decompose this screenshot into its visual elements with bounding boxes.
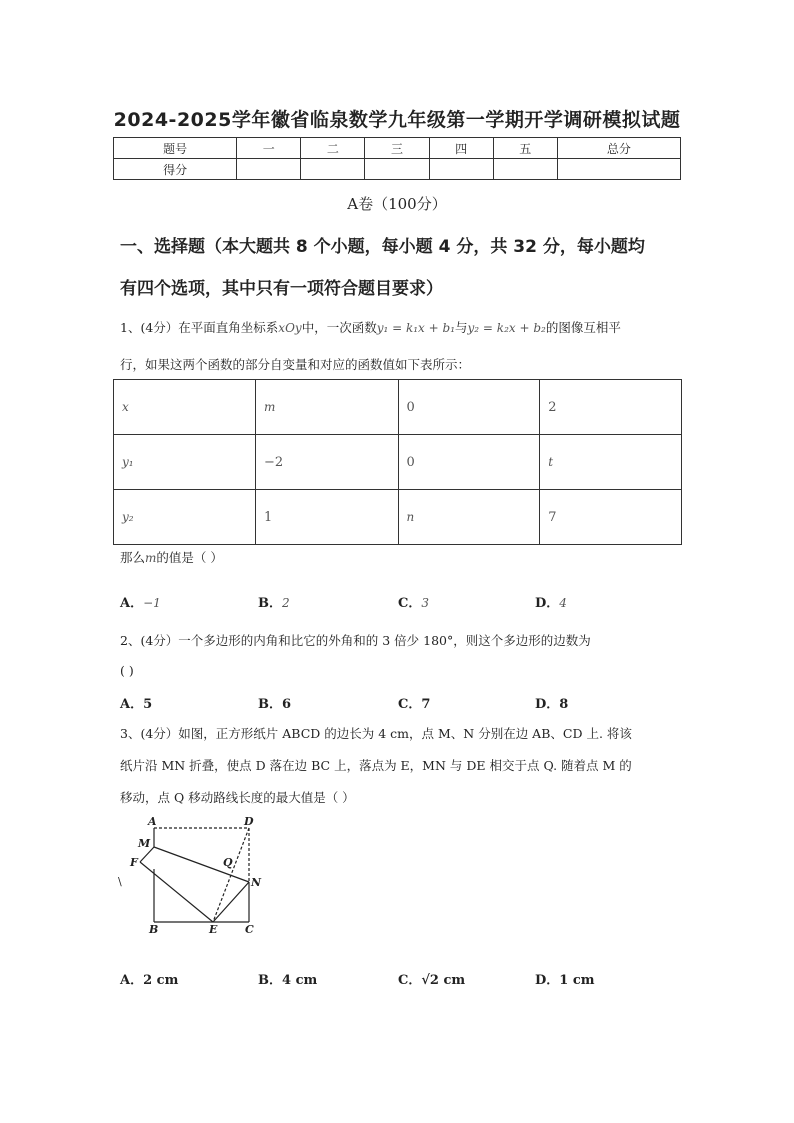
option-value: √2 cm xyxy=(421,973,466,988)
label-d: D xyxy=(244,815,254,828)
option-value: 8 xyxy=(559,697,569,712)
score-cell xyxy=(429,159,493,180)
option-value: 4 xyxy=(559,596,567,610)
score-cell xyxy=(365,159,429,180)
q3-line1: 3、(4分）如图，正方形纸片 ABCD 的边长为 4 cm，点 M、N 分别在边 AB、CD 上. 将该 xyxy=(120,726,632,741)
table-cell: 1 xyxy=(255,490,398,545)
score-cell xyxy=(237,159,301,180)
option-value: −1 xyxy=(143,596,161,610)
table-row xyxy=(114,490,682,545)
q1-value-table xyxy=(113,379,682,545)
score-header-cell: 题号 xyxy=(114,138,237,159)
section1-heading-line2: 有四个选项，其中只有一项符合题目要求） xyxy=(120,279,443,299)
score-header-cell: 五 xyxy=(493,138,557,159)
option-value: 1 cm xyxy=(559,973,595,988)
q1-math-y2: y₂ = k₂x + b₂ xyxy=(467,321,546,335)
q3-figure xyxy=(118,814,268,939)
section-a-title: A卷（100分） xyxy=(347,195,447,213)
option-label: B． xyxy=(258,973,282,988)
score-cell xyxy=(493,159,557,180)
q1-math-y1: y₁ = k₁x + b₁ xyxy=(376,321,456,335)
q3-option-d[interactable] xyxy=(535,969,595,988)
section1-heading-line1: 一、选择题（本大题共 8 个小题，每小题 4 分，共 32 分，每小题均 xyxy=(120,237,645,257)
exam-title: 2024-2025学年徽省临泉数学九年级第一学期开学调研模拟试题 xyxy=(113,109,681,131)
table-cell: t xyxy=(540,435,682,490)
q3-line2: 纸片沿 MN 折叠，使点 D 落在边 BC 上，落点为 E，MN 与 DE 相交于点 Q. 随着点 M 的 xyxy=(120,758,632,773)
q2-option-a[interactable] xyxy=(120,693,152,712)
table-cell: n xyxy=(398,490,540,545)
score-table xyxy=(113,137,681,180)
score-row-label: 得分 xyxy=(114,159,237,180)
table-cell: 0 xyxy=(398,380,540,435)
option-value: 7 xyxy=(421,697,431,712)
label-q: Q xyxy=(223,856,233,869)
q1-math-xoy: xOy xyxy=(278,321,302,335)
table-cell: −2 xyxy=(255,435,398,490)
segment-mn xyxy=(154,847,249,882)
option-label: B． xyxy=(258,697,282,712)
q3-line3: 移动，点 Q 移动路线长度的最大值是（ ） xyxy=(120,790,355,805)
q3-option-c[interactable] xyxy=(398,969,465,988)
q2-option-b[interactable] xyxy=(258,693,291,712)
q1-line2: 行，如果这两个函数的部分自变量和对应的函数值如下表所示： xyxy=(120,357,471,372)
label-f: F xyxy=(130,856,138,869)
q1-line1 xyxy=(120,318,621,336)
option-label: C． xyxy=(398,973,422,988)
option-value: 5 xyxy=(143,697,153,712)
option-label: B． xyxy=(258,596,282,611)
table-cell: m xyxy=(255,380,398,435)
option-label: A． xyxy=(120,596,144,611)
q1-ask-m: m xyxy=(145,551,157,565)
score-cell xyxy=(301,159,365,180)
q1-text-1: 1、(4分）在平面直角坐标系 xyxy=(120,320,279,335)
option-value: 3 xyxy=(421,596,429,610)
score-cell xyxy=(557,159,680,180)
table-cell: y₂ xyxy=(114,490,256,545)
score-header-cell: 二 xyxy=(301,138,365,159)
q1-option-a[interactable] xyxy=(120,592,161,611)
q2-option-c[interactable] xyxy=(398,693,430,712)
label-n: N xyxy=(251,876,262,889)
option-label: A． xyxy=(120,697,144,712)
q1-ask-a: 那么 xyxy=(120,550,146,565)
q3-option-b[interactable] xyxy=(258,969,317,988)
option-label: A． xyxy=(120,973,144,988)
q1-text-2: 中，一次函数 xyxy=(301,320,377,335)
q2-line1: 2、(4分）一个多边形的内角和比它的外角和的 3 倍少 180°，则这个多边形的边数为 xyxy=(120,633,591,648)
table-row xyxy=(114,380,682,435)
score-header-cell: 总分 xyxy=(557,138,680,159)
score-header-cell: 一 xyxy=(237,138,301,159)
table-cell: 7 xyxy=(540,490,682,545)
q2-option-d[interactable] xyxy=(535,693,568,712)
table-cell: 2 xyxy=(540,380,682,435)
q3-option-a[interactable] xyxy=(120,969,178,988)
option-label: D． xyxy=(535,596,560,611)
q1-option-b[interactable] xyxy=(258,592,290,611)
option-label: D． xyxy=(535,973,560,988)
label-a: A xyxy=(148,815,157,828)
q1-option-c[interactable] xyxy=(398,592,429,611)
segment-en xyxy=(213,882,249,922)
option-value: 6 xyxy=(282,697,292,712)
table-cell: x xyxy=(114,380,256,435)
label-slash: \ xyxy=(118,875,122,888)
score-header-cell: 三 xyxy=(365,138,429,159)
segment-fe xyxy=(140,862,213,922)
q1-option-d[interactable] xyxy=(535,592,567,611)
table-row xyxy=(114,435,682,490)
option-value: 2 cm xyxy=(143,973,179,988)
label-m: M xyxy=(138,837,151,850)
label-c: C xyxy=(245,923,254,936)
q1-text-3: 与 xyxy=(455,320,468,335)
label-b: B xyxy=(149,923,159,936)
option-label: C． xyxy=(398,596,422,611)
option-value: 2 xyxy=(282,596,290,610)
option-value: 4 cm xyxy=(282,973,318,988)
q1-text-4: 的图像互相平 xyxy=(545,320,621,335)
score-table-score-row xyxy=(114,159,681,180)
option-label: C． xyxy=(398,697,422,712)
q2-line2: ( ) xyxy=(120,663,134,678)
table-cell: y₁ xyxy=(114,435,256,490)
q1-ask xyxy=(120,548,223,566)
label-e: E xyxy=(209,923,218,936)
table-cell: 0 xyxy=(398,435,540,490)
q1-ask-b: 的值是（ ） xyxy=(156,550,223,565)
score-table-header-row xyxy=(114,138,681,159)
option-label: D． xyxy=(535,697,560,712)
score-header-cell: 四 xyxy=(429,138,493,159)
